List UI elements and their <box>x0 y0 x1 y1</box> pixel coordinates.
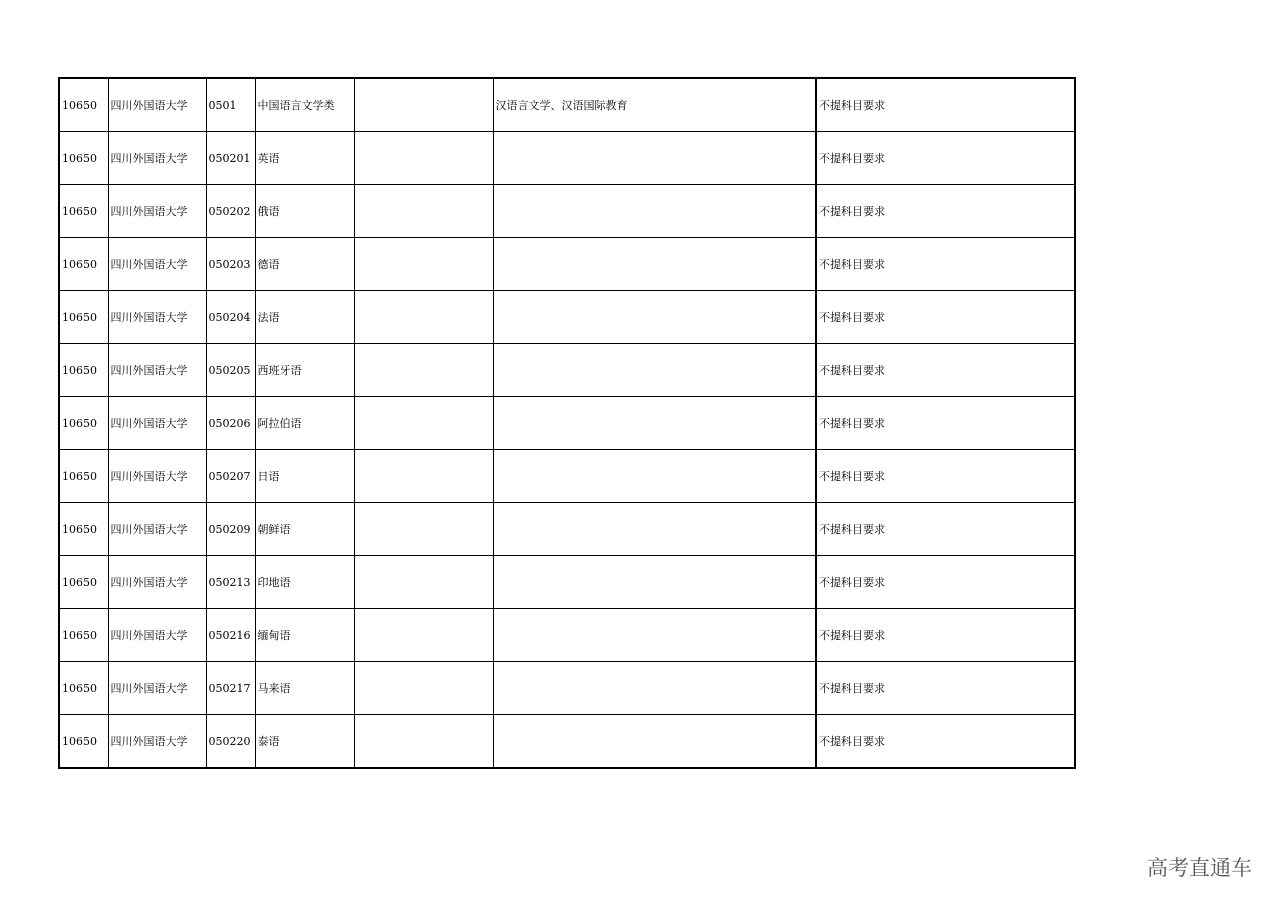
institution-code: 10650 <box>59 609 108 662</box>
subject-requirement: 不提科目要求 <box>816 185 1075 238</box>
institution-code: 10650 <box>59 78 108 132</box>
included-majors <box>493 609 816 662</box>
institution-name: 四川外国语大学 <box>108 556 206 609</box>
included-majors <box>493 291 816 344</box>
institution-name: 四川外国语大学 <box>108 609 206 662</box>
major-code: 050204 <box>206 291 255 344</box>
major-code: 050216 <box>206 609 255 662</box>
major-note <box>354 185 493 238</box>
major-name: 日语 <box>255 450 354 503</box>
subject-requirement: 不提科目要求 <box>816 132 1075 185</box>
subject-requirement: 不提科目要求 <box>816 715 1075 769</box>
institution-code: 10650 <box>59 238 108 291</box>
institution-name: 四川外国语大学 <box>108 503 206 556</box>
institution-code: 10650 <box>59 715 108 769</box>
table-row <box>59 609 1075 662</box>
table-row <box>59 662 1075 715</box>
table-row <box>59 132 1075 185</box>
subject-requirement: 不提科目要求 <box>816 503 1075 556</box>
major-note <box>354 609 493 662</box>
included-majors <box>493 556 816 609</box>
table-row <box>59 450 1075 503</box>
included-majors <box>493 132 816 185</box>
major-code: 050205 <box>206 344 255 397</box>
table-row <box>59 503 1075 556</box>
included-majors: 汉语言文学、汉语国际教育 <box>493 78 816 132</box>
major-code: 050217 <box>206 662 255 715</box>
major-code: 050201 <box>206 132 255 185</box>
table-row <box>59 78 1075 132</box>
major-note <box>354 78 493 132</box>
major-note <box>354 662 493 715</box>
major-code: 050203 <box>206 238 255 291</box>
table-row <box>59 291 1075 344</box>
institution-code: 10650 <box>59 662 108 715</box>
major-name: 德语 <box>255 238 354 291</box>
major-note <box>354 238 493 291</box>
table-row <box>59 344 1075 397</box>
major-name: 阿拉伯语 <box>255 397 354 450</box>
major-code: 050213 <box>206 556 255 609</box>
major-note <box>354 503 493 556</box>
major-code: 050202 <box>206 185 255 238</box>
major-note <box>354 715 493 769</box>
institution-code: 10650 <box>59 185 108 238</box>
table-row <box>59 185 1075 238</box>
institution-name: 四川外国语大学 <box>108 450 206 503</box>
subject-requirement: 不提科目要求 <box>816 450 1075 503</box>
major-name: 泰语 <box>255 715 354 769</box>
subject-requirement: 不提科目要求 <box>816 238 1075 291</box>
included-majors <box>493 715 816 769</box>
major-name: 缅甸语 <box>255 609 354 662</box>
institution-name: 四川外国语大学 <box>108 185 206 238</box>
included-majors <box>493 344 816 397</box>
subject-requirement: 不提科目要求 <box>816 662 1075 715</box>
subject-requirement: 不提科目要求 <box>816 78 1075 132</box>
major-note <box>354 132 493 185</box>
institution-code: 10650 <box>59 450 108 503</box>
major-note <box>354 397 493 450</box>
institution-name: 四川外国语大学 <box>108 715 206 769</box>
major-name: 中国语言文学类 <box>255 78 354 132</box>
major-name: 英语 <box>255 132 354 185</box>
institution-name: 四川外国语大学 <box>108 238 206 291</box>
major-note <box>354 291 493 344</box>
major-code: 050220 <box>206 715 255 769</box>
institution-code: 10650 <box>59 397 108 450</box>
institution-code: 10650 <box>59 291 108 344</box>
major-code: 050206 <box>206 397 255 450</box>
major-name: 西班牙语 <box>255 344 354 397</box>
major-note <box>354 450 493 503</box>
major-name: 俄语 <box>255 185 354 238</box>
subject-requirement: 不提科目要求 <box>816 609 1075 662</box>
major-note <box>354 556 493 609</box>
major-name: 朝鲜语 <box>255 503 354 556</box>
table-row <box>59 238 1075 291</box>
subject-requirement: 不提科目要求 <box>816 291 1075 344</box>
institution-code: 10650 <box>59 344 108 397</box>
major-code: 050207 <box>206 450 255 503</box>
table-row <box>59 715 1075 769</box>
institution-code: 10650 <box>59 503 108 556</box>
included-majors <box>493 662 816 715</box>
table-body <box>59 78 1075 768</box>
major-name: 马来语 <box>255 662 354 715</box>
included-majors <box>493 397 816 450</box>
major-code: 050209 <box>206 503 255 556</box>
included-majors <box>493 185 816 238</box>
included-majors <box>493 450 816 503</box>
institution-name: 四川外国语大学 <box>108 132 206 185</box>
major-name: 法语 <box>255 291 354 344</box>
major-code: 0501 <box>206 78 255 132</box>
included-majors <box>493 238 816 291</box>
included-majors <box>493 503 816 556</box>
table-row <box>59 556 1075 609</box>
subject-requirement: 不提科目要求 <box>816 344 1075 397</box>
institution-name: 四川外国语大学 <box>108 662 206 715</box>
institution-name: 四川外国语大学 <box>108 291 206 344</box>
major-note <box>354 344 493 397</box>
institution-name: 四川外国语大学 <box>108 397 206 450</box>
major-requirements-table <box>58 77 1076 769</box>
institution-code: 10650 <box>59 556 108 609</box>
major-name: 印地语 <box>255 556 354 609</box>
subject-requirement: 不提科目要求 <box>816 556 1075 609</box>
institution-name: 四川外国语大学 <box>108 344 206 397</box>
institution-name: 四川外国语大学 <box>108 78 206 132</box>
table-row <box>59 397 1075 450</box>
subject-requirement: 不提科目要求 <box>816 397 1075 450</box>
watermark-text: 高考直通车 <box>1147 856 1252 880</box>
institution-code: 10650 <box>59 132 108 185</box>
